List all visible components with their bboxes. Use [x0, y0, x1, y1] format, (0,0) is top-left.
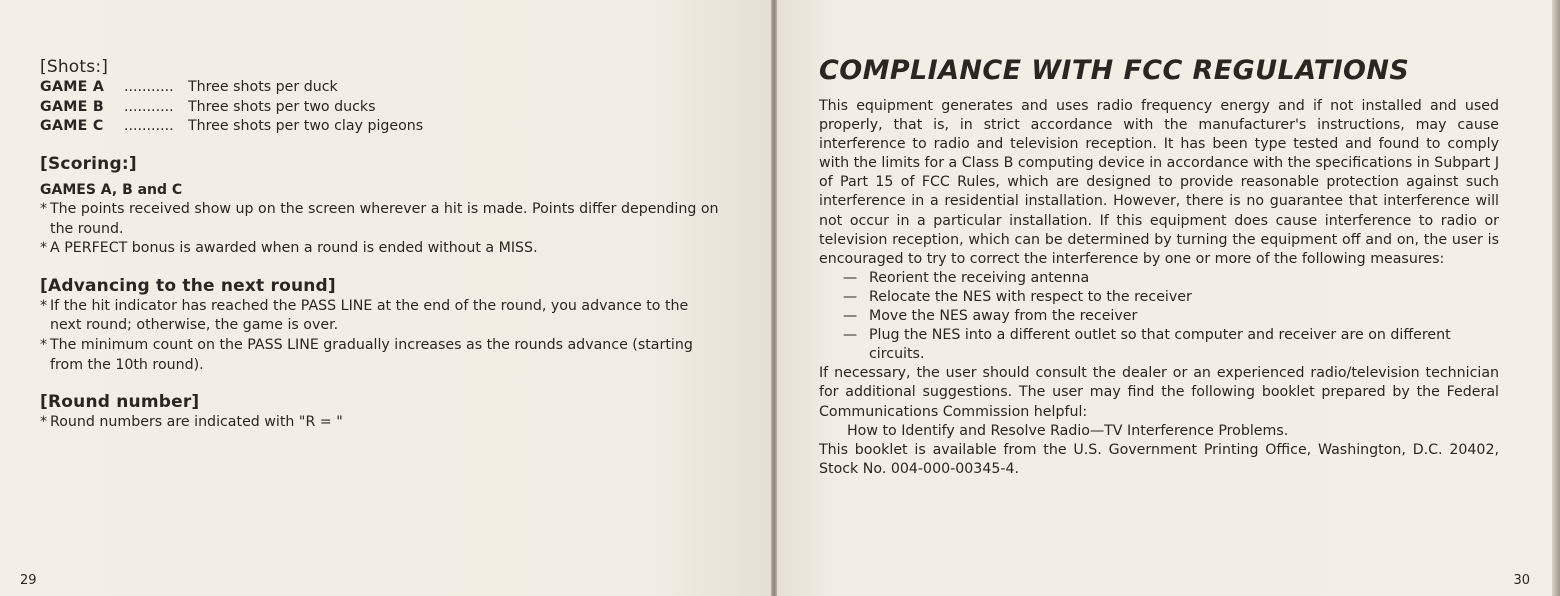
page-number-left: 29	[20, 573, 37, 588]
measure-text: Move the NES away from the receiver	[869, 308, 1138, 325]
game-description: Three shots per two clay pigeons	[188, 118, 424, 134]
game-description: Three shots per duck	[188, 79, 338, 95]
measure-text: Relocate the NES with respect to the receiver	[869, 288, 1192, 305]
left-page	[0, 0, 771, 596]
dash: —	[843, 269, 858, 286]
shots-heading: [Shots:]	[40, 57, 109, 77]
game-row	[40, 78, 720, 98]
spacer	[40, 375, 720, 391]
dash: —	[843, 288, 858, 305]
game-label: GAME B	[40, 98, 104, 115]
bullet-text: The points received show up on the screen wherever a hit is made. Points differ depending on the round.	[50, 201, 719, 237]
measure-item	[819, 269, 1499, 288]
leader-dots: ...........	[124, 118, 174, 134]
advancing-bullet	[40, 297, 720, 336]
bullet-mark: *	[40, 240, 48, 257]
dash: —	[843, 327, 858, 344]
advancing-heading: [Advancing to the next round]	[40, 275, 336, 296]
fcc-intro-paragraph: This equipment generates and uses radio frequency energy and if not installed and used properly, that is, in strict accordance with the manufacturer's instructions, may cause interference to radio and television reception. It has been type tested and found to comply with the limits for a Class B computing device in accordance with the specifications in Subpart J of Part 15 of FCC Rules, which are designed to provide reasonable protection against such interference in a residential installation. However, there is no guarantee that interference will not occur in a particular installation. If this equipment does cause interference to radio or television reception, which can be determined by turning the equipment off and on, the user is encouraged to try to correct the interference by one or more of the following measures:	[819, 98, 1499, 267]
page-number-right: 30	[1513, 573, 1530, 588]
game-description: Three shots per two ducks	[188, 98, 376, 115]
measure-item	[819, 288, 1499, 307]
consult-paragraph: If necessary, the user should consult the dealer or an experienced radio/television technician for additional suggestions. The user may find the following booklet prepared by the Federal Communications Commission helpful:	[819, 365, 1499, 420]
measure-text: Reorient the receiving antenna	[869, 269, 1090, 286]
bullet-mark: *	[40, 201, 48, 218]
availability-paragraph: This booklet is available from the U.S. Government Printing Office, Washington, D.C. 20402, Stock No. 004-000-00345-4.	[819, 441, 1499, 477]
bullet-text: A PERFECT bonus is awarded when a round is ended without a MISS.	[50, 240, 538, 257]
bullet-text: The minimum count on the PASS LINE gradually increases as the rounds advance (starting from the 10th round).	[50, 337, 693, 373]
game-label: GAME A	[40, 79, 105, 95]
bullet-mark: *	[40, 414, 48, 431]
scoring-subhead: GAMES A, B and C	[40, 181, 183, 198]
scoring-heading: [Scoring:]	[40, 153, 137, 174]
scoring-bullet	[40, 200, 720, 239]
measure-text: Plug the NES into a different outlet so that computer and receiver are on different circuits.	[869, 327, 1451, 363]
leader-dots: ...........	[124, 98, 174, 115]
round-number-heading: [Round number]	[40, 392, 200, 413]
bullet-mark: *	[40, 337, 48, 354]
page-edge	[1552, 0, 1560, 596]
games-list	[40, 78, 720, 137]
bullet-text: Round numbers are indicated with "R = "	[50, 414, 343, 431]
game-row	[40, 117, 720, 137]
fcc-title: COMPLIANCE WITH FCC REGULATIONS	[819, 55, 1410, 86]
dash: —	[843, 308, 858, 325]
measure-item	[819, 307, 1499, 326]
measures-list	[819, 269, 1499, 364]
advancing-bullet	[40, 336, 720, 375]
game-row	[40, 98, 720, 118]
measure-item	[819, 326, 1499, 364]
round-bullet	[40, 413, 720, 433]
spacer	[40, 137, 720, 153]
spacer	[40, 259, 720, 275]
right-page	[777, 0, 1560, 596]
booklet-title: How to Identify and Resolve Radio—TV Interference Problems.	[847, 422, 1289, 439]
leader-dots: ...........	[124, 79, 174, 95]
scoring-bullet	[40, 239, 720, 259]
bullet-text: If the hit indicator has reached the PASS LINE at the end of the round, you advance to the next round; otherwise, the game is over.	[50, 297, 689, 334]
game-label: GAME C	[40, 118, 104, 134]
left-page-content	[40, 56, 720, 433]
right-page-content	[819, 55, 1499, 479]
bullet-mark: *	[40, 297, 48, 314]
